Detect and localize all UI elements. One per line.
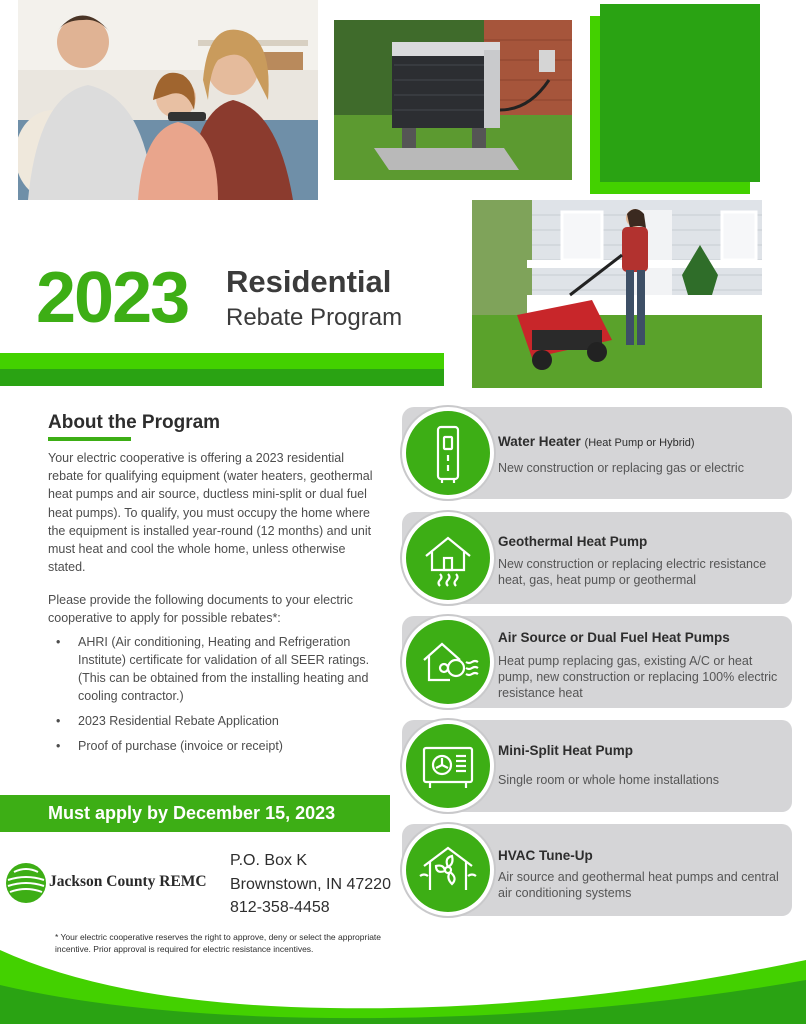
title-band-light (0, 353, 444, 369)
deadline-banner: Must apply by December 15, 2023 (0, 795, 390, 832)
program-icon-circle (402, 824, 494, 916)
program-description: Single room or whole home installations (498, 773, 719, 787)
address-line-1: P.O. Box K (230, 852, 308, 869)
list-item: • 2023 Residential Rebate Application (48, 712, 378, 730)
about-paragraph-2: Please provide the following documents to your electric cooperative to apply for possible rebates*: (48, 593, 354, 626)
title-line1: Residential (226, 264, 392, 299)
address-line-2: Brownstown, IN 47220 (230, 875, 391, 893)
geothermal-icon (416, 526, 480, 590)
mini-split-icon (416, 734, 480, 798)
title-band-dark (0, 369, 444, 386)
about-paragraph-1: Your electric cooperative is offering a 2023 residential rebate for qualifying equipment (water heaters, geothermal heat pumps and air source, ductless mini-split or dual fuel heat pumps). To qualify, you must occupy the home where the equipment is installed year-round (12 months) and unit must heat and cool the whole home, unless otherwise stated. (48, 451, 373, 575)
program-description: Air source and geothermal heat pumps and central air conditioning systems (498, 870, 779, 900)
program-title: Air Source or Dual Fuel Heat Pumps (498, 630, 730, 645)
program-description: New construction or replacing electric resistance heat, gas, heat pump or geothermal (498, 557, 767, 587)
decorative-green-block-dark (600, 4, 760, 182)
hvac-icon (416, 838, 480, 902)
phone-number: 812-358-4458 (230, 899, 330, 916)
ac-unit-photo (334, 20, 572, 180)
disclaimer: * Your electric cooperative reserves the right to approve, deny or select the appropriate incentive. Prior approval is required for electric resistance incentives. (55, 932, 382, 954)
program-icon-circle (402, 616, 494, 708)
program-icon-circle (402, 720, 494, 812)
program-title: Water Heater (Heat Pump or Hybrid) (498, 434, 695, 449)
decorative-wave (0, 920, 806, 1024)
contact-address (230, 849, 391, 920)
lawn-mower-photo (472, 200, 762, 388)
program-description: New construction or replacing gas or electric (498, 461, 744, 475)
documents-list (48, 633, 378, 762)
remc-logo-icon (5, 862, 47, 904)
family-photo (18, 0, 318, 200)
program-title: Geothermal Heat Pump (498, 534, 648, 549)
title-line2: Rebate Program (226, 304, 403, 331)
air-source-icon (416, 630, 480, 694)
list-item: • AHRI (Air conditioning, Heating and Refrigeration Institute) certificate for validation of all SEER ratings. (This can be obtained from the installing heating and cooling contractor.) (48, 633, 378, 705)
title-year: 2023 (36, 258, 189, 338)
water-heater-icon (416, 421, 480, 485)
about-underline (48, 437, 131, 441)
program-icon-circle (402, 407, 494, 499)
org-name: Jackson County REMC (49, 873, 207, 890)
program-icon-circle (402, 512, 494, 604)
about-heading: About the Program (48, 412, 221, 433)
program-title: Mini-Split Heat Pump (498, 743, 633, 758)
program-description: Heat pump replacing gas, existing A/C or heat pump, new construction or replacing 100% electric resistance heat (498, 654, 778, 700)
list-item: • Proof of purchase (invoice or receipt) (48, 737, 378, 755)
program-title: HVAC Tune-Up (498, 848, 593, 863)
